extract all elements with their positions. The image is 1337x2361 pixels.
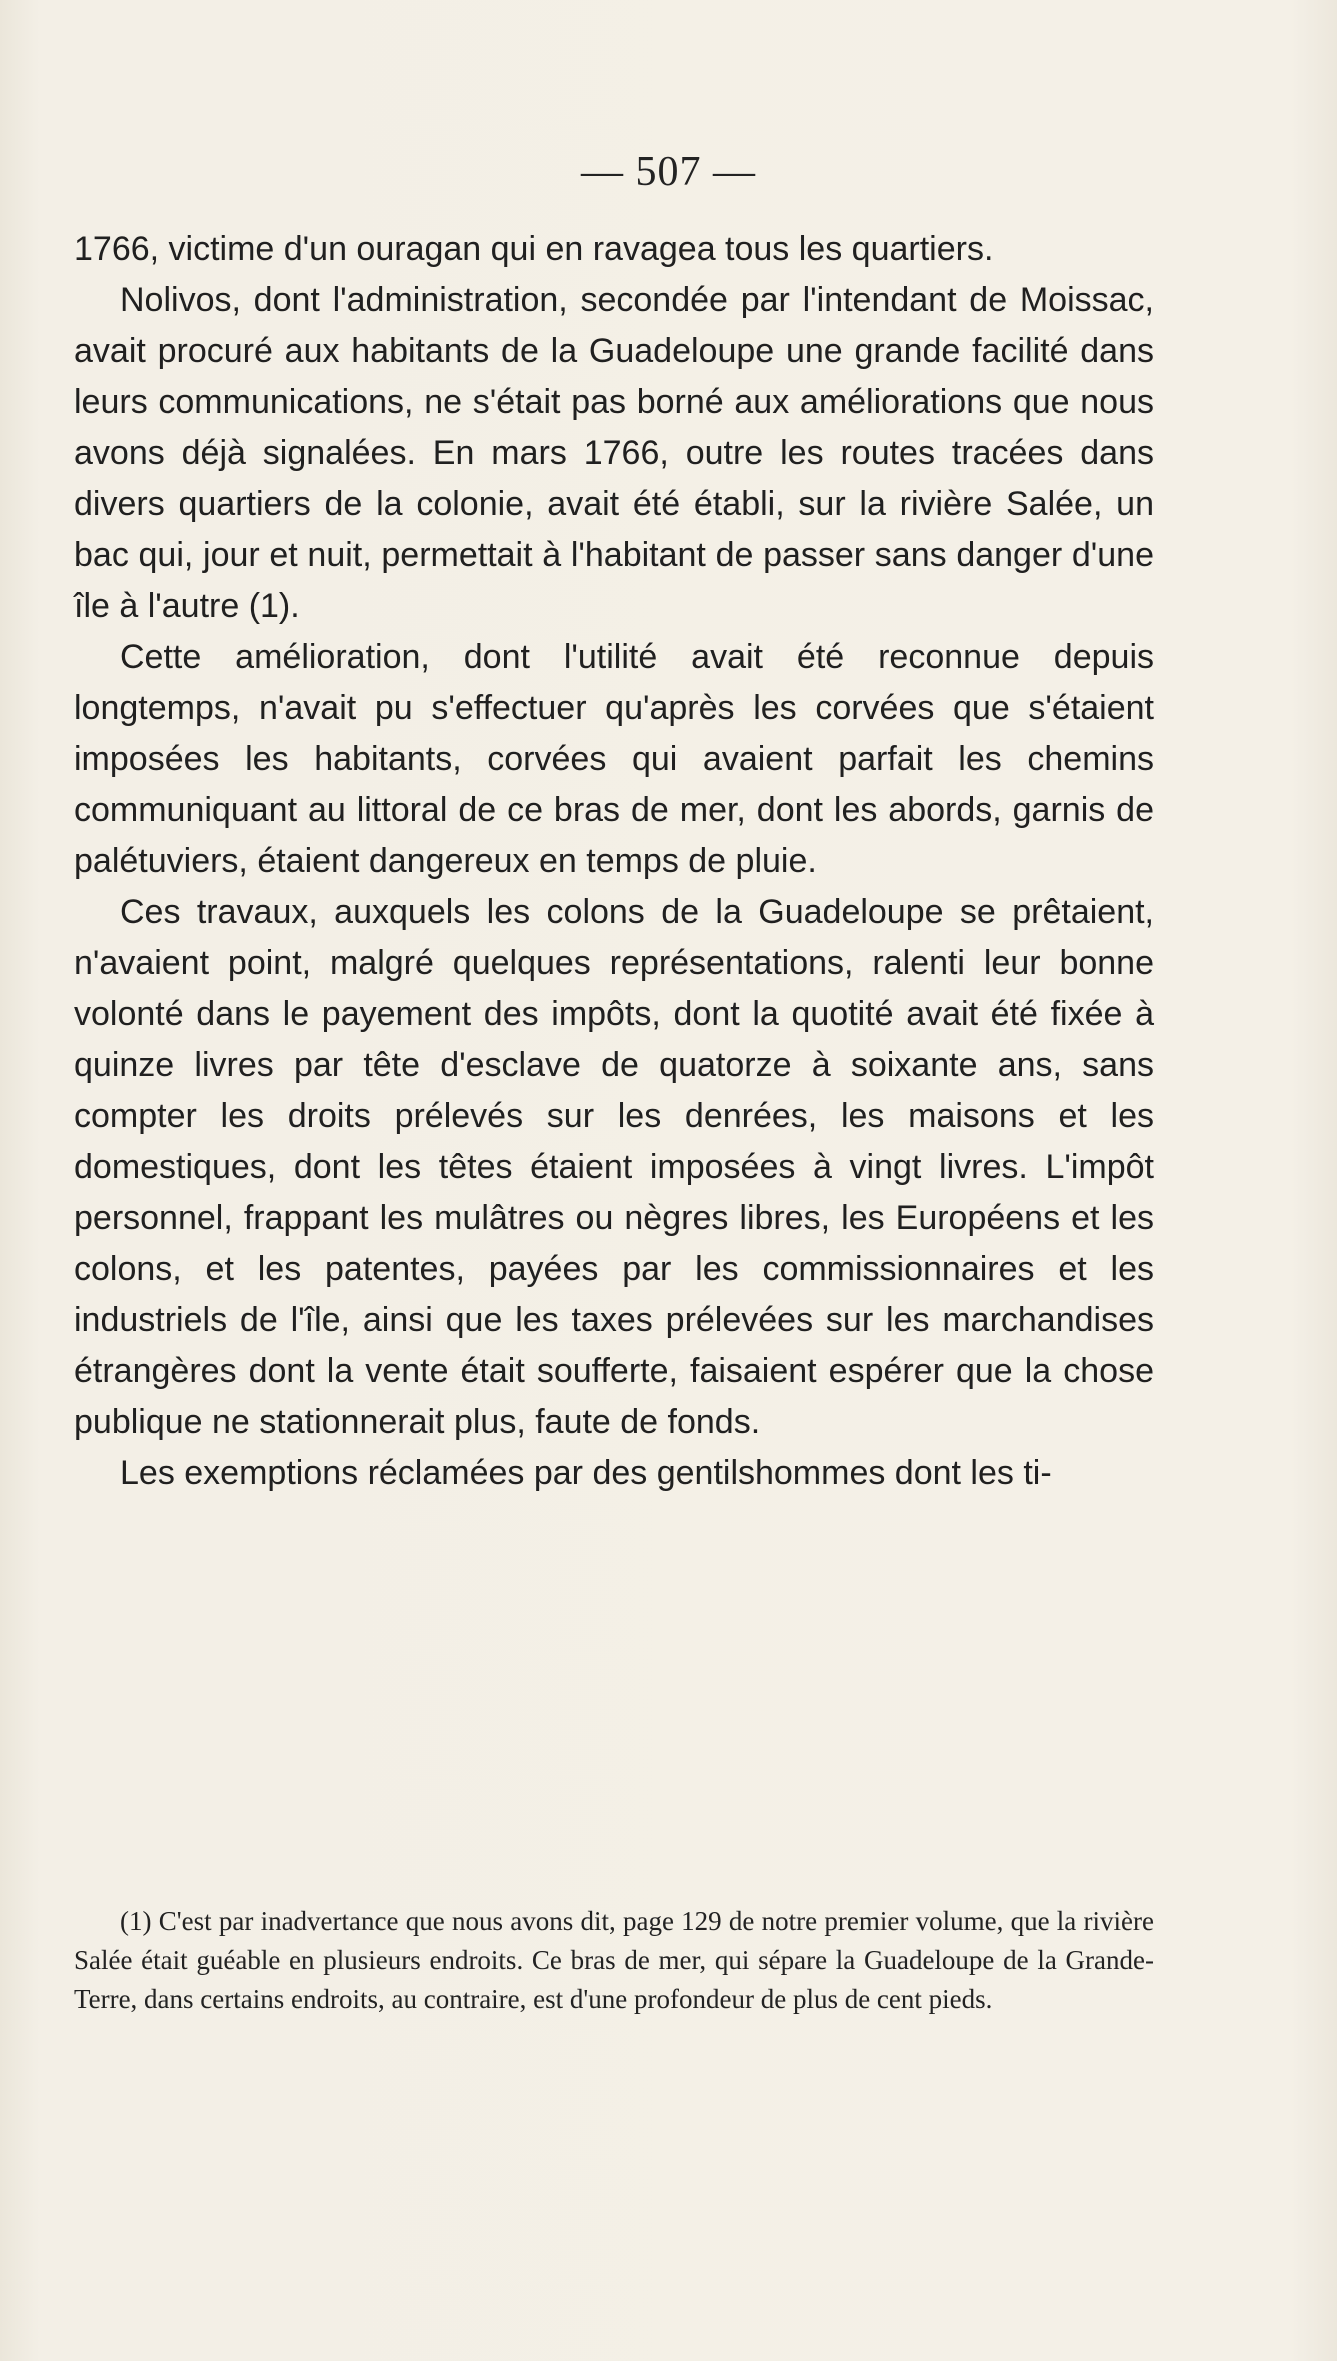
- footnote: (1) C'est par inadvertance que nous avons dit, page 129 de notre premier volume, que la rivière Salée était guéable en plusieurs endroits. Ce bras de mer, qui sépare la Guadeloupe de la Grande-Terre, dans certains endroits, au contraire, est d'une profondeur de plus de cent pieds.: [74, 1906, 1154, 2014]
- page-number: — 507 —: [581, 149, 756, 195]
- paragraph-5: Les exemptions réclamées par des gentilshommes dont les ti-: [120, 1454, 1052, 1492]
- body-text: [74, 224, 1154, 1499]
- paragraph-2: Nolivos, dont l'administration, secondée par l'intendant de Moissac, avait procuré aux habitants de la Guadeloupe une grande facilité dans leurs communications, ne s'était pas borné aux améliorations que nous avons déjà signalées. En mars 1766, outre les routes tracées dans divers quartiers de la colonie, avait été établi, sur la rivière Salée, un bac qui, jour et nuit, permettait à l'habitant de passer sans danger d'une île à l'autre (1).: [74, 281, 1154, 625]
- paragraph-1: 1766, victime d'un ouragan qui en ravagea tous les quartiers.: [74, 230, 994, 268]
- paragraph-4: Ces travaux, auxquels les colons de la Guadeloupe se prêtaient, n'avaient point, malgré quelques représentations, ralenti leur bonne volonté dans le payement des impôts, dont la quotité avait été fixée à quinze livres par tête d'esclave de quatorze à soixante ans, sans compter les droits prélevés sur les denrées, les maisons et les domestiques, dont les têtes étaient imposées à vingt livres. L'impôt personnel, frappant les mulâtres ou nègres libres, les Européens et les colons, et les patentes, payées par les commissionnaires et les industriels de l'île, ainsi que les taxes prélevées sur les marchandises étrangères dont la vente était soufferte, faisaient espérer que la chose publique ne stationnerait plus, faute de fonds.: [74, 893, 1154, 1441]
- paragraph-3: Cette amélioration, dont l'utilité avait été reconnue depuis longtemps, n'avait pu s'effectuer qu'après les corvées que s'étaient imposées les habitants, corvées qui avaient parfait les chemins communiquant au littoral de ce bras de mer, dont les abords, garnis de palétuviers, étaient dangereux en temps de pluie.: [74, 638, 1154, 880]
